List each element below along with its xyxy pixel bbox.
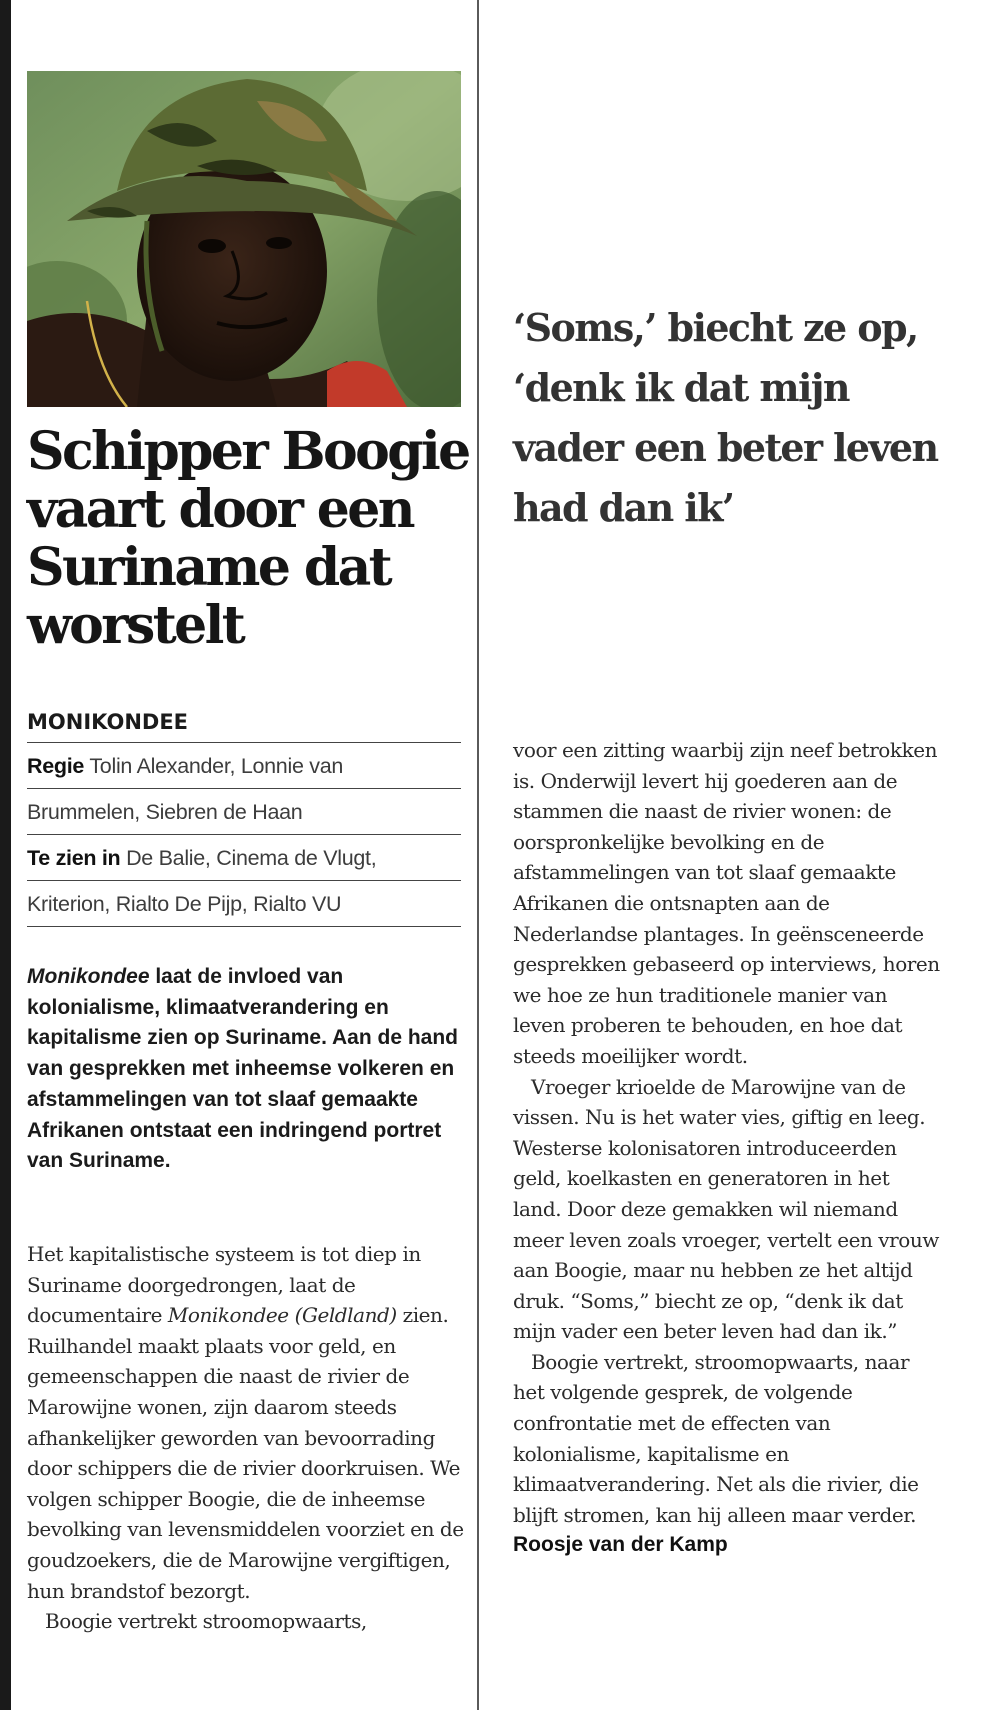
pull-quote-line: ‘Soms,’ biecht ze op, xyxy=(513,305,918,350)
article-headline: Schipper Boogie vaart door een Suriname dat worstelt xyxy=(27,421,469,656)
body-paragraph-2-end: voor een zitting waarbij zijn neef betrokken is. Onderwijl levert hij goederen aan de stammen die naast de rivier wonen: de oorspronkelijke bevolking en de afstammelingen van tot slaaf gemaakte Afrikanen die ontsnapten aan de Nederlandse plantages. In geënsceneerde gesprekken gebaseerd op interviews, horen we hoe ze hun traditionele manier van leven proberen te behouden, en hoe dat steeds moeilijker wordt. xyxy=(513,738,940,1068)
film-title: MONIKONDEE xyxy=(27,710,189,734)
info-venues-line-2 xyxy=(27,882,461,926)
body-paragraph-2-start: Boogie vertrekt stroomopwaarts, xyxy=(45,1609,367,1634)
info-director-line-2 xyxy=(27,790,461,834)
body-paragraph-4: Boogie vertrekt, stroomopwaarts, naar het volgende gesprek, de volgende confrontatie met de effecten van kolonialisme, kapitalisme en klimaatverandering. Net als die rivier, die blijft stromen, kan hij alleen maar verder. xyxy=(513,1349,919,1527)
info-divider xyxy=(27,742,461,743)
body-film-title: Monikondee (Geldland) xyxy=(167,1303,397,1328)
info-divider xyxy=(27,834,461,835)
body-column-2 xyxy=(513,735,943,1561)
body-text-segment: zien. Ruilhandel maakt plaats voor geld, en gemeenschappen die naast de rivier de Marowijne wonen, zijn daarom steeds afhankelijker geworden van bevoorrading door schippers die de rivier doorkruisen. We volgen schipper Boogie, die de inheemse bevolking van levensmiddelen voorziet en de goudzoekers, die de Marowijne vergiftigen, hun brandstof bezorgt. xyxy=(27,1303,464,1603)
info-director-line-1 xyxy=(27,744,461,788)
page-edge-bar xyxy=(0,0,11,1710)
venues-list-1: De Balie, Cinema de Vlugt, xyxy=(126,846,377,870)
pull-quote xyxy=(513,298,963,538)
article-lead xyxy=(27,962,467,1177)
venues-label: Te zien in xyxy=(27,846,121,870)
info-divider xyxy=(27,880,461,881)
venues-list-2: Kriterion, Rialto De Pijp, Rialto VU xyxy=(27,892,342,916)
body-paragraph-1 xyxy=(27,1239,467,1606)
lead-film-title: Monikondee xyxy=(27,965,150,988)
director-names-2: Brummelen, Siebren de Haan xyxy=(27,800,303,824)
pull-quote-line: ‘denk ik dat mijn xyxy=(513,365,849,410)
info-divider xyxy=(27,788,461,789)
author-byline: Roosje van der Kamp xyxy=(513,1533,728,1557)
body-column-1 xyxy=(27,1239,467,1637)
info-venues-line-1 xyxy=(27,836,461,880)
director-label: Regie xyxy=(27,754,85,778)
pull-quote-line: had dan ik’ xyxy=(513,485,734,530)
body-text-segment: Het kapitalistische systeem is tot diep in Suriname doorgedrongen, laat de documentaire xyxy=(27,1242,421,1328)
column-divider xyxy=(477,0,479,1710)
director-names-1: Tolin Alexander, Lonnie van xyxy=(89,754,344,778)
body-paragraph-3: Vroeger krioelde de Marowijne van de vissen. Nu is het water vies, giftig en leeg. Westerse kolonisatoren introduceerden geld, koelkasten en generatoren in het land. Door deze gemakken wil niemand meer leven zoals vroeger, vertelt een vrouw aan Boogie, maar nu hebben ze het altijd druk. “Soms,” biecht ze op, “denk ik dat mijn vader een beter leven had dan ik.” xyxy=(513,1074,939,1344)
article-photo xyxy=(27,71,461,407)
lead-text: laat de invloed van kolonialisme, klimaatverandering en kapitalisme zien op Suriname. Aan de hand van gesprekken met inheemse volkeren en afstammelingen van tot slaaf gemaakte Afrikanen ontstaat een indringend portret van Suriname. xyxy=(27,965,458,1173)
pull-quote-line: vader een beter leven xyxy=(513,425,938,470)
info-divider xyxy=(27,926,461,927)
